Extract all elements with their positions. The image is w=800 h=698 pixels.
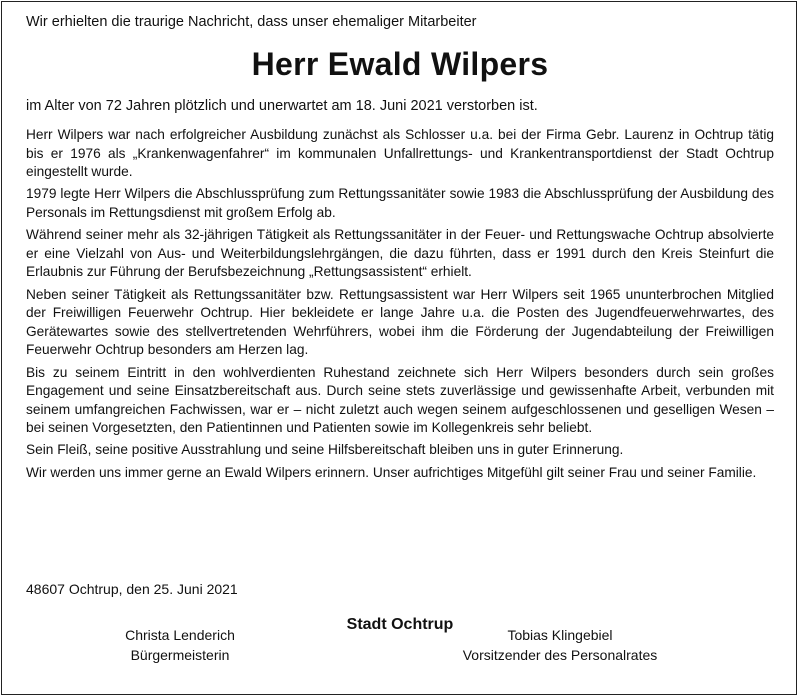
deceased-name: Herr Ewald Wilpers [251, 46, 549, 82]
biography-paragraph: Bis zu seinem Eintritt in den wohlverdienten Ruhestand zeichnete sich Herr Wilpers besonders durch sein großes Engagement und seine Einsatzbereitschaft aus. Durch seine stets zuverlässige und gewissenhafte Arbeit, verbunden mit seinem umfangreichen Fachwissen, war er – nicht zuletzt auch wegen seinem aufgeschlossenen und geselligen Wesen – bei seinen Vorgesetzten, den Patientinnen und Patienten sowie im Kollegenkreis sehr beliebt. [26, 364, 774, 436]
intro-line: Wir erhielten die traurige Nachricht, dass unser ehemaliger Mitarbeiter [26, 14, 477, 30]
biography-paragraph: Herr Wilpers war nach erfolgreicher Ausbildung zunächst als Schlosser u.a. bei der Firma Gebr. Laurenz in Ochtrup tätig bis er 1976 als „Krankenwagenfahrer“ im kommunalen Unfallrettungs- und Krankentransportdienst der Stadt Ochtrup eingestellt wurde. [26, 127, 774, 180]
signatory-staff-council [440, 625, 680, 665]
signatory-role: Vorsitzender des Personalrates [462, 647, 658, 663]
signatory-name: Tobias Klingebiel [507, 627, 613, 643]
signatory-name: Christa Lenderich [125, 627, 235, 643]
signatory-role: Bürgermeisterin [130, 647, 230, 663]
signatory-mayor [80, 625, 280, 665]
obituary-notice [26, 12, 774, 633]
death-notice-line: im Alter von 72 Jahren plötzlich und unerwartet am 18. Juni 2021 verstorben ist. [26, 98, 538, 114]
biography-paragraph: Neben seiner Tätigkeit als Rettungssanitäter bzw. Rettungsassistent war Herr Wilpers seit 1965 ununterbrochen Mitglied der Freiwilligen Feuerwehr Ochtrup. Hier bekleidete er lange Jahre u.a. die Posten des Jugendfeuerwehrwartes, des Gerätewartes sowie des stellvertretenden Wehrführers, wobei ihm die Förderung der Jugendabteilung der Freiwilligen Feuerwehr Ochtrup besonders am Herzen lag. [26, 286, 774, 358]
condolence-paragraph: Wir werden uns immer gerne an Ewald Wilpers erinnern. Unser aufrichtiges Mitgefühl gilt seiner Frau und seiner Familie. [26, 464, 757, 480]
organization-name: Stadt Ochtrup [346, 616, 454, 633]
biography-paragraph: Sein Fleiß, seine positive Ausstrahlung und seine Hilfsbereitschaft bleiben uns in guter Erinnerung. [26, 442, 624, 458]
biography-paragraph: Während seiner mehr als 32-jährigen Tätigkeit als Rettungssanitäter in der Feuer- und Rettungswache Ochtrup absolvierte er eine Vielzahl von Aus- und Weiterbildungslehrgängen, die dazu führten, dass er 1991 durch den Kreis Steinfurt die Erlaubnis zur Führung der Berufsbezeichnung „Rettungsassistent“ erhielt. [26, 227, 774, 280]
biography-paragraph: 1979 legte Herr Wilpers die Abschlussprüfung zum Rettungssanitäter sowie 1983 die Abschlussprüfung der Ausbildung des Personals im Rettungsdienst mit großem Erfolg ab. [26, 186, 774, 220]
place-and-date: 48607 Ochtrup, den 25. Juni 2021 [26, 581, 238, 597]
